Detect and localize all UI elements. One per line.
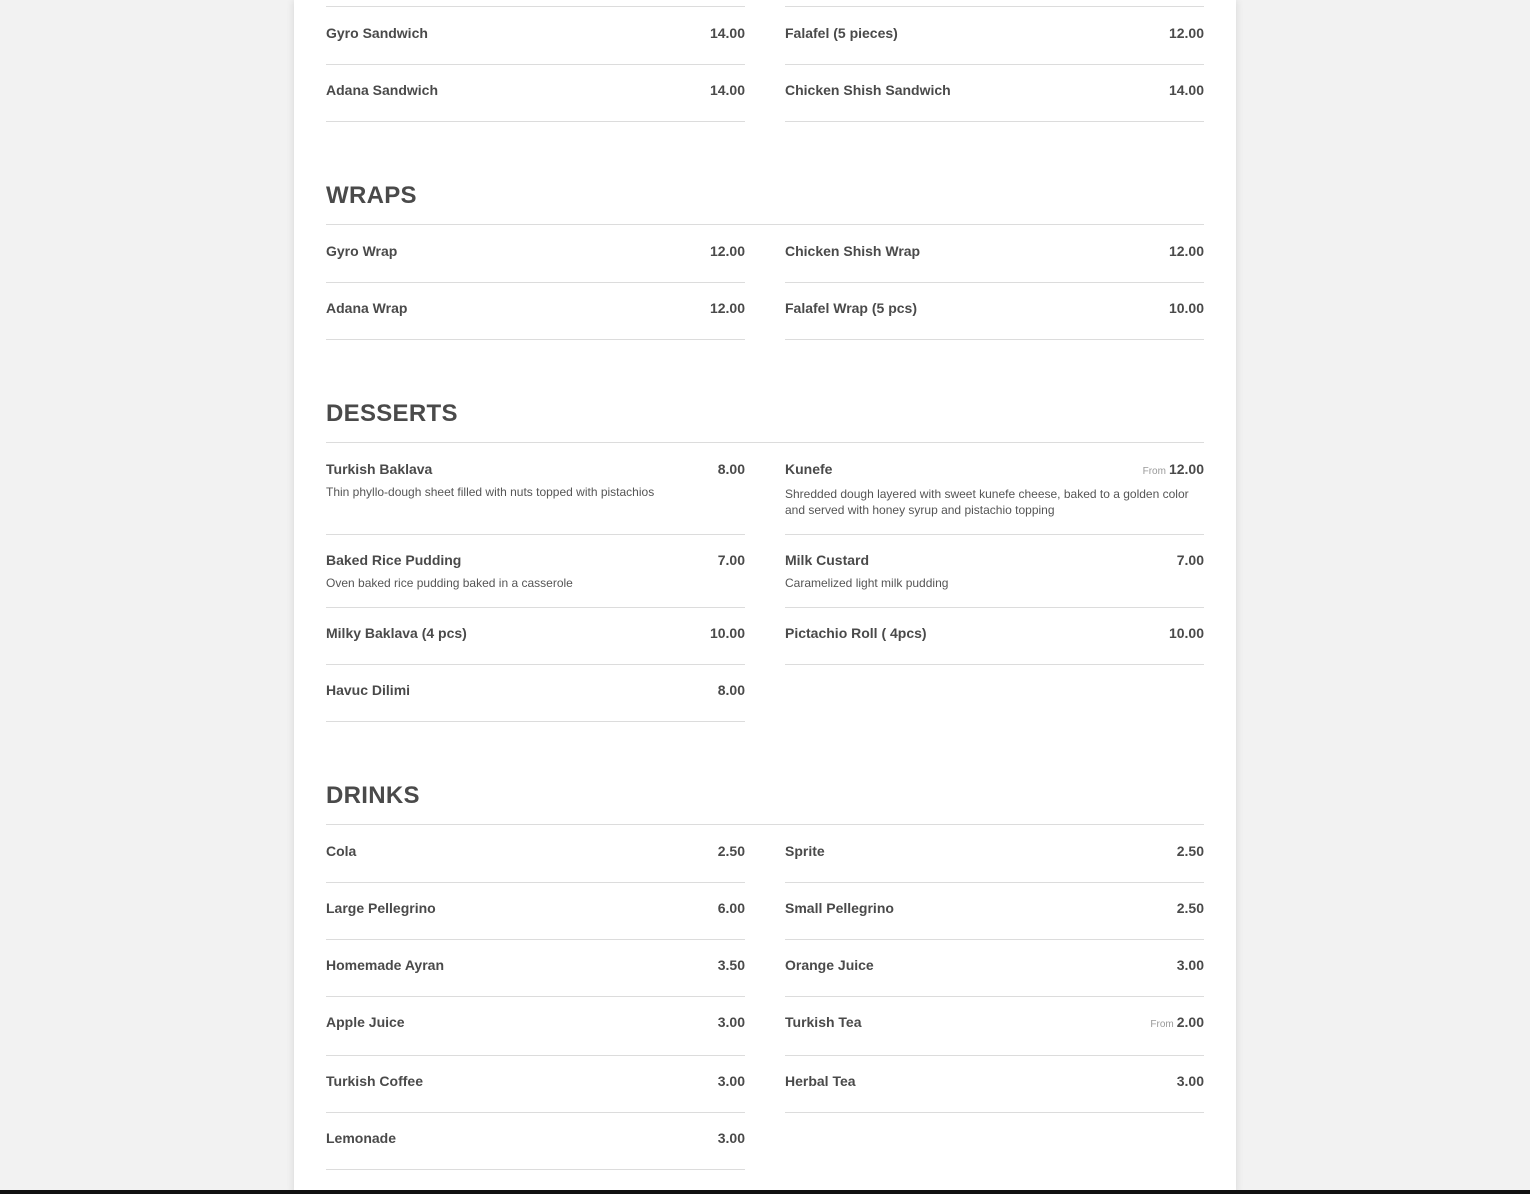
item-price [1169,82,1204,99]
menu-item[interactable] [785,996,1204,1056]
item-name: Adana Sandwich [326,82,439,98]
item-name: Lemonade [326,1130,397,1146]
price-value: 2.50 [1176,843,1204,859]
item-name: Large Pellegrino [326,900,436,916]
section-title-wraps: WRAPS [326,182,1204,225]
price-value: 14.00 [709,25,745,41]
price-value: 12.00 [1168,243,1204,259]
item-price [718,843,745,860]
menu-item[interactable] [326,64,745,122]
item-name: Orange Juice [785,957,874,973]
item-name: Chicken Shish Wrap [785,243,921,259]
menu-item[interactable] [785,443,1204,535]
item-price [718,1014,745,1031]
item-price [710,82,745,99]
menu-item[interactable] [785,282,1204,340]
item-price [718,682,745,699]
item-description: Caramelized light milk pudding [785,576,949,590]
price-value: 8.00 [717,461,745,477]
item-price [710,625,745,642]
price-value: 2.00 [1176,1014,1204,1030]
item-description: Thin phyllo-dough sheet filled with nuts topped with pistachios [326,485,655,499]
price-value: 7.00 [1176,552,1204,568]
menu-item[interactable] [326,282,745,340]
item-price [1169,300,1204,317]
item-price [1177,552,1204,569]
item-name: Turkish Tea [785,1014,862,1030]
menu-item[interactable] [326,1055,745,1113]
item-name: Turkish Coffee [326,1073,423,1089]
item-name: Cola [326,843,357,859]
item-description: Shredded dough layered with sweet kunefe cheese, baked to a golden color and served with honey syrup and pistachio topping [785,487,1189,517]
item-price [1169,625,1204,642]
price-value: 14.00 [1168,82,1204,98]
price-value: 12.00 [709,300,745,316]
item-price [718,1130,745,1147]
menu-page [294,0,1236,1194]
price-value: 14.00 [709,82,745,98]
item-price [710,25,745,42]
price-value: 3.00 [1176,1073,1204,1089]
item-price [718,1073,745,1090]
menu-item[interactable] [326,939,745,997]
item-price [718,552,745,569]
menu-item[interactable] [326,534,745,608]
menu-item[interactable] [326,996,745,1056]
item-price [1177,843,1204,860]
item-price [1177,900,1204,917]
item-name: Falafel (5 pieces) [785,25,898,41]
menu-item[interactable] [785,939,1204,997]
menu-item[interactable] [326,1112,745,1170]
menu-item[interactable] [785,882,1204,940]
item-name: Sprite [785,843,825,859]
item-name: Kunefe [785,461,833,477]
menu-item[interactable] [785,64,1204,122]
menu-item[interactable] [785,7,1204,65]
item-name: Herbal Tea [785,1073,856,1089]
menu-item[interactable] [785,225,1204,283]
menu-item[interactable] [326,7,745,65]
item-price [1177,957,1204,974]
menu-item[interactable] [326,825,745,883]
item-price [710,300,745,317]
item-price [1169,243,1204,260]
price-value: 7.00 [717,552,745,568]
item-name: Milky Baklava (4 pcs) [326,625,467,641]
price-value: 10.00 [1168,625,1204,641]
item-price [710,243,745,260]
price-value: 3.00 [1176,957,1204,973]
price-value: 3.00 [717,1130,745,1146]
price-prefix: From [1150,1019,1174,1030]
menu-item[interactable] [785,825,1204,883]
price-value: 12.00 [709,243,745,259]
price-value: 3.00 [717,1014,745,1030]
menu-item[interactable] [326,443,745,535]
item-name: Turkish Baklava [326,461,433,477]
menu-item[interactable] [326,607,745,665]
menu-item[interactable] [326,225,745,283]
item-description: Oven baked rice pudding baked in a casserole [326,576,573,590]
price-value: 10.00 [1168,300,1204,316]
item-name: Pictachio Roll ( 4pcs) [785,625,927,641]
item-name: Adana Wrap [326,300,408,316]
menu-item[interactable] [326,882,745,940]
item-name: Gyro Wrap [326,243,398,259]
price-value: 2.50 [1176,900,1204,916]
item-name: Baked Rice Pudding [326,552,462,568]
item-price [1169,25,1204,42]
section-title-desserts: DESSERTS [326,400,1204,443]
price-value: 2.50 [717,843,745,859]
item-price [1143,461,1204,480]
item-name: Havuc Dilimi [326,682,411,698]
price-value: 12.00 [1168,461,1204,477]
item-name: Gyro Sandwich [326,25,428,41]
item-price [718,957,745,974]
item-price [1150,1014,1204,1033]
item-name: Falafel Wrap (5 pcs) [785,300,918,316]
menu-item[interactable] [326,664,745,722]
item-name: Chicken Shish Sandwich [785,82,951,98]
price-value: 8.00 [717,682,745,698]
bottom-edge-bar [0,1190,1530,1194]
price-value: 3.50 [717,957,745,973]
price-prefix: From [1142,466,1166,477]
item-name: Homemade Ayran [326,957,445,973]
item-name: Milk Custard [785,552,870,568]
price-value: 3.00 [717,1073,745,1089]
menu-item[interactable] [785,607,1204,665]
item-price [718,461,745,478]
item-price [1177,1073,1204,1090]
price-value: 6.00 [717,900,745,916]
price-value: 12.00 [1168,25,1204,41]
menu-item[interactable] [785,1055,1204,1113]
menu-item[interactable] [785,534,1204,608]
section-title-drinks: DRINKS [326,782,1204,825]
item-price [718,900,745,917]
price-value: 10.00 [709,625,745,641]
item-name: Small Pellegrino [785,900,894,916]
item-name: Apple Juice [326,1014,405,1030]
